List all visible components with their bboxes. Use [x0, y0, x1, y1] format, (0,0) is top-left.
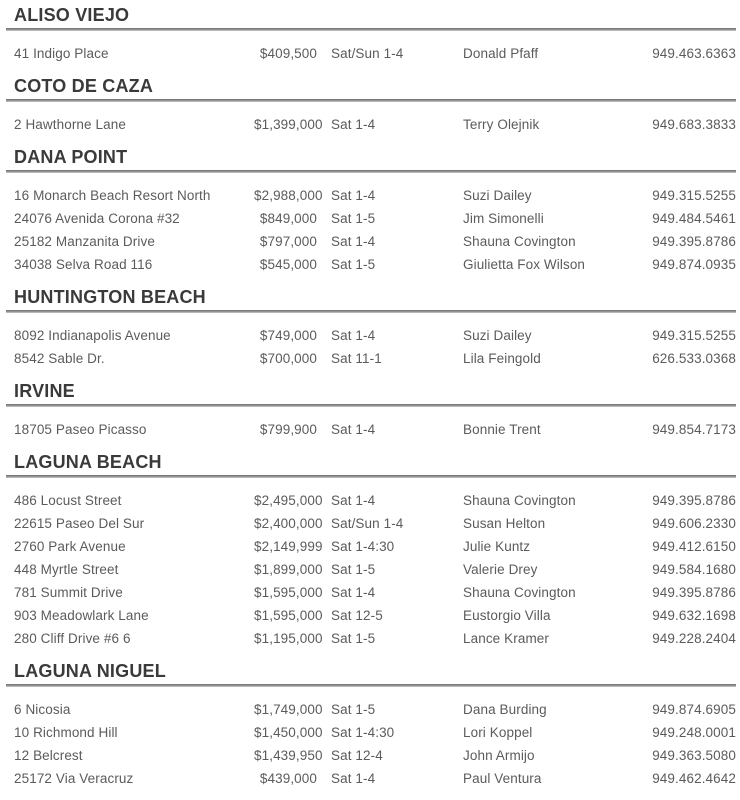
- listing-address: 34038 Selva Road 116: [14, 257, 153, 272]
- listing-rows: [6, 698, 736, 790]
- city-heading: HUNTINGTON BEACH: [14, 287, 206, 307]
- listing-rows: [6, 489, 736, 650]
- listing-agent: Donald Pfaff: [463, 46, 539, 61]
- listing-price: $849,000: [259, 211, 317, 226]
- listing-agent: Suzi Dailey: [463, 328, 532, 343]
- listing-price: $1,749,000: [254, 702, 323, 717]
- listing-agent: Jim Simonelli: [463, 211, 544, 226]
- listing-open-time: Sat 1-5: [331, 562, 376, 577]
- listing-phone: 949.874.0935: [652, 257, 736, 272]
- listing-phone: 949.484.5461: [652, 211, 736, 226]
- listing-agent: Dana Burding: [463, 702, 547, 717]
- listing-agent: John Armijo: [463, 748, 535, 763]
- listing-phone: 949.395.8786: [652, 585, 736, 600]
- listing-row: [6, 698, 736, 721]
- listing-address: 25182 Manzanita Drive: [14, 234, 155, 249]
- listing-row: [6, 489, 736, 512]
- listing-row: [6, 627, 736, 650]
- listing-open-time: Sat/Sun 1-4: [331, 46, 404, 61]
- listing-phone: 949.462.4642: [652, 771, 736, 786]
- listing-agent: Giulietta Fox Wilson: [463, 257, 586, 272]
- listing-agent: Suzi Dailey: [463, 188, 532, 203]
- section-divider-rule: [6, 310, 736, 313]
- listing-agent: Lori Koppel: [463, 725, 533, 740]
- listing-address: 16 Monarch Beach Resort North: [14, 188, 211, 203]
- listing-row: [6, 207, 736, 230]
- listing-open-time: Sat 1-5: [331, 702, 376, 717]
- city-section: [6, 662, 736, 790]
- city-heading: DANA POINT: [14, 147, 128, 167]
- listing-agent: Lance Kramer: [463, 631, 549, 646]
- listing-phone: 949.248.0001: [652, 725, 736, 740]
- listing-row: [6, 418, 736, 441]
- city-heading: LAGUNA NIGUEL: [14, 661, 166, 681]
- listing-address: 2760 Park Avenue: [14, 539, 126, 554]
- listing-address: 18705 Paseo Picasso: [14, 422, 147, 437]
- listing-open-time: Sat 1-5: [331, 211, 376, 226]
- listing-phone: 949.315.5255: [652, 328, 736, 343]
- listing-open-time: Sat 1-5: [331, 257, 376, 272]
- listing-address: 41 Indigo Place: [14, 46, 109, 61]
- listing-row: [6, 347, 736, 370]
- listing-row: [6, 744, 736, 767]
- listing-phone: 949.632.1698: [652, 608, 736, 623]
- listing-price: $545,000: [259, 257, 317, 272]
- listing-price: $700,000: [259, 351, 317, 366]
- listing-price: $1,399,000: [254, 117, 323, 132]
- listing-phone: 626.533.0368: [652, 351, 736, 366]
- listing-price: $2,149,999: [254, 539, 323, 554]
- listing-open-time: Sat 1-5: [331, 631, 376, 646]
- listing-open-time: Sat 12-5: [331, 608, 383, 623]
- listing-address: 448 Myrtle Street: [14, 562, 119, 577]
- listing-open-time: Sat 11-1: [331, 351, 382, 366]
- listing-open-time: Sat 1-4: [331, 117, 376, 132]
- listing-open-time: Sat 1-4: [331, 328, 376, 343]
- city-section: [6, 382, 736, 441]
- listing-address: 12 Belcrest: [14, 748, 83, 763]
- city-heading: LAGUNA BEACH: [14, 452, 162, 472]
- city-heading: IRVINE: [14, 381, 75, 401]
- listing-agent: Lila Feingold: [463, 351, 541, 366]
- listing-price: $2,988,000: [254, 188, 323, 203]
- city-section: [6, 77, 736, 136]
- listing-agent: Bonnie Trent: [463, 422, 541, 437]
- listing-open-time: Sat 1-4:30: [331, 725, 395, 740]
- listing-address: 2 Hawthorne Lane: [14, 117, 126, 132]
- sections-container: [6, 6, 736, 790]
- listing-agent: Shauna Covington: [463, 585, 576, 600]
- listing-row: [6, 581, 736, 604]
- city-section: [6, 288, 736, 370]
- listing-agent: Julie Kuntz: [463, 539, 531, 554]
- listing-phone: 949.315.5255: [652, 188, 736, 203]
- listing-address: 280 Cliff Drive #6 6: [14, 631, 131, 646]
- listing-price: $2,495,000: [254, 493, 323, 508]
- listing-price: $1,595,000: [254, 608, 323, 623]
- listing-address: 486 Locust Street: [14, 493, 122, 508]
- listing-row: [6, 113, 736, 136]
- listing-address: 24076 Avenida Corona #32: [14, 211, 180, 226]
- section-divider-rule: [6, 475, 736, 478]
- listing-price: $1,899,000: [254, 562, 323, 577]
- listing-row: [6, 512, 736, 535]
- listing-address: 781 Summit Drive: [14, 585, 123, 600]
- listing-phone: 949.854.7173: [652, 422, 736, 437]
- listing-open-time: Sat 1-4: [331, 771, 376, 786]
- section-divider-rule: [6, 684, 736, 687]
- listing-price: $797,000: [259, 234, 317, 249]
- listing-open-time: Sat 1-4: [331, 234, 376, 249]
- listing-address: 903 Meadowlark Lane: [14, 608, 149, 623]
- listing-row: [6, 230, 736, 253]
- city-heading: ALISO VIEJO: [14, 5, 130, 25]
- listing-price: $2,400,000: [254, 516, 323, 531]
- section-divider-rule: [6, 28, 736, 31]
- listing-price: $1,439,950: [254, 748, 323, 763]
- listing-rows: [6, 418, 736, 441]
- listing-price: $1,450,000: [254, 725, 323, 740]
- listing-open-time: Sat 1-4: [331, 493, 376, 508]
- listing-open-time: Sat 12-4: [331, 748, 383, 763]
- listing-price: $1,595,000: [254, 585, 323, 600]
- city-section: [6, 148, 736, 276]
- listing-phone: 949.463.6363: [652, 46, 736, 61]
- listing-phone: 949.874.6905: [652, 702, 736, 717]
- listing-phone: 949.363.5080: [652, 748, 736, 763]
- listing-open-time: Sat 1-4:30: [331, 539, 395, 554]
- listing-agent: Valerie Drey: [463, 562, 538, 577]
- section-divider-rule: [6, 99, 736, 102]
- listing-price: $409,500: [259, 46, 317, 61]
- listing-price: $749,000: [259, 328, 317, 343]
- listing-row: [6, 558, 736, 581]
- listing-phone: 949.395.8786: [652, 234, 736, 249]
- listing-row: [6, 604, 736, 627]
- city-heading: COTO DE CAZA: [14, 76, 154, 96]
- listing-open-time: Sat 1-4: [331, 188, 376, 203]
- listing-row: [6, 253, 736, 276]
- listing-agent: Shauna Covington: [463, 234, 576, 249]
- city-section: [6, 6, 736, 65]
- section-divider-rule: [6, 170, 736, 173]
- listing-open-time: Sat/Sun 1-4: [331, 516, 404, 531]
- listing-agent: Susan Helton: [463, 516, 546, 531]
- city-section: [6, 453, 736, 650]
- listing-address: 25172 Via Veracruz: [14, 771, 134, 786]
- listing-row: [6, 535, 736, 558]
- listing-price: $1,195,000: [254, 631, 323, 646]
- listing-rows: [6, 42, 736, 65]
- listing-address: 8542 Sable Dr.: [14, 351, 105, 366]
- listing-address: 8092 Indianapolis Avenue: [14, 328, 171, 343]
- section-divider-rule: [6, 404, 736, 407]
- listing-row: [6, 184, 736, 207]
- listing-open-time: Sat 1-4: [331, 585, 376, 600]
- listing-open-time: Sat 1-4: [331, 422, 376, 437]
- listing-address: 6 Nicosia: [14, 702, 71, 717]
- listing-rows: [6, 324, 736, 370]
- listing-agent: Terry Olejnik: [463, 117, 540, 132]
- listing-address: 10 Richmond Hill: [14, 725, 118, 740]
- listing-phone: 949.606.2330: [652, 516, 736, 531]
- listing-price: $439,000: [259, 771, 317, 786]
- listing-phone: 949.412.6150: [652, 539, 736, 554]
- listing-price: $799,900: [259, 422, 317, 437]
- listing-agent: Paul Ventura: [463, 771, 542, 786]
- listing-agent: Eustorgio Villa: [463, 608, 551, 623]
- listing-row: [6, 324, 736, 347]
- listing-phone: 949.395.8786: [652, 493, 736, 508]
- listing-phone: 949.584.1680: [652, 562, 736, 577]
- listing-address: 22615 Paseo Del Sur: [14, 516, 145, 531]
- listing-rows: [6, 113, 736, 136]
- listing-rows: [6, 184, 736, 276]
- listing-row: [6, 42, 736, 65]
- listing-row: [6, 767, 736, 790]
- listing-phone: 949.683.3833: [652, 117, 736, 132]
- listing-row: [6, 721, 736, 744]
- listing-agent: Shauna Covington: [463, 493, 576, 508]
- listing-phone: 949.228.2404: [652, 631, 736, 646]
